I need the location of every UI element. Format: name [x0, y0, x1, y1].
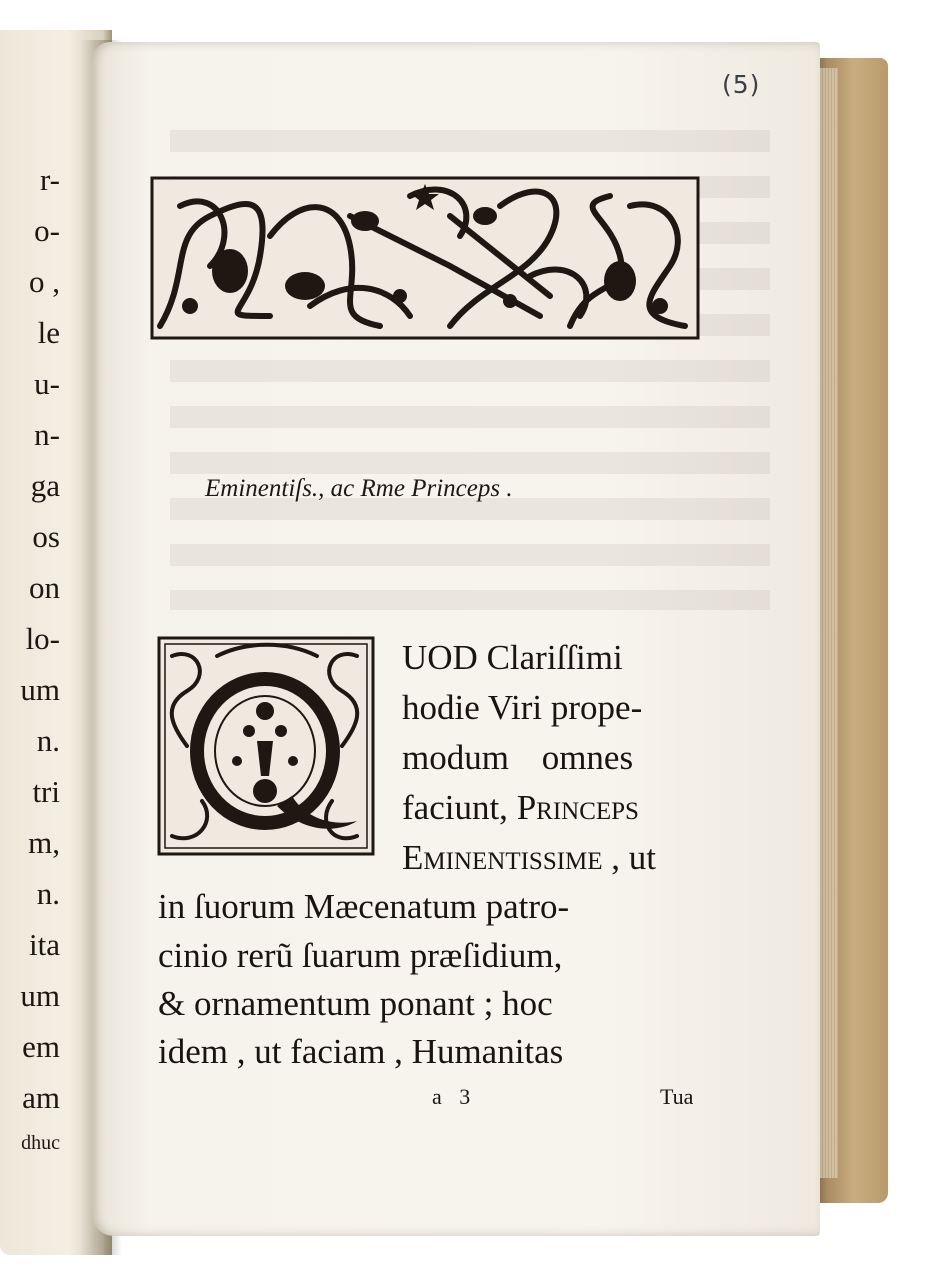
text-line: in ſuorum Mæcenatum patro- — [158, 887, 570, 926]
left-line: o- — [34, 213, 60, 248]
left-line: ita — [29, 927, 60, 962]
decorated-initial-Q-icon — [157, 636, 375, 856]
signature-mark: a 3 — [432, 1084, 477, 1109]
left-line: n- — [34, 417, 60, 452]
left-line: n. — [36, 876, 60, 911]
left-line: on — [29, 570, 60, 605]
text-line: cinio rerũ ſuarum præſidium, — [158, 936, 563, 975]
text-span: , ut — [602, 838, 657, 877]
text-line — [402, 840, 712, 875]
left-line: le — [37, 315, 60, 350]
page-number: (5) — [722, 70, 761, 99]
left-line: os — [32, 519, 60, 554]
left-line: um — [20, 978, 60, 1013]
left-line: u- — [34, 366, 60, 401]
left-line: n. — [36, 723, 60, 758]
left-line: r- — [39, 162, 60, 197]
left-line: m, — [28, 825, 60, 860]
ornamental-headpiece-icon — [150, 176, 700, 340]
text-line — [402, 790, 712, 825]
small-caps-word: Eminentissime — [402, 838, 603, 877]
left-page-text — [0, 154, 60, 1163]
text-line: UOD Clariſſimi — [402, 638, 623, 677]
dedication-heading: Eminentiſs., ac Rme Princeps . — [205, 475, 513, 502]
text-span: faciunt, — [402, 788, 517, 827]
book-page-edges — [812, 58, 888, 1203]
left-line: tri — [32, 774, 60, 809]
left-line: lo- — [25, 621, 60, 656]
text-line: hodie Viri prope- — [402, 688, 643, 727]
text-line: modum omnes — [402, 738, 634, 777]
catchword: Tua — [660, 1084, 694, 1109]
left-line: o , — [29, 264, 60, 299]
left-line: ga — [30, 468, 60, 503]
left-line: um — [20, 672, 60, 707]
small-caps-word: Princeps — [516, 788, 639, 827]
left-line: em — [22, 1029, 60, 1064]
text-line: idem , ut faciam , Humanitas — [158, 1032, 564, 1071]
text-line: & ornamentum ponant ; hoc — [158, 984, 553, 1023]
left-line: am — [22, 1080, 60, 1115]
left-line: dhuc — [21, 1132, 60, 1154]
